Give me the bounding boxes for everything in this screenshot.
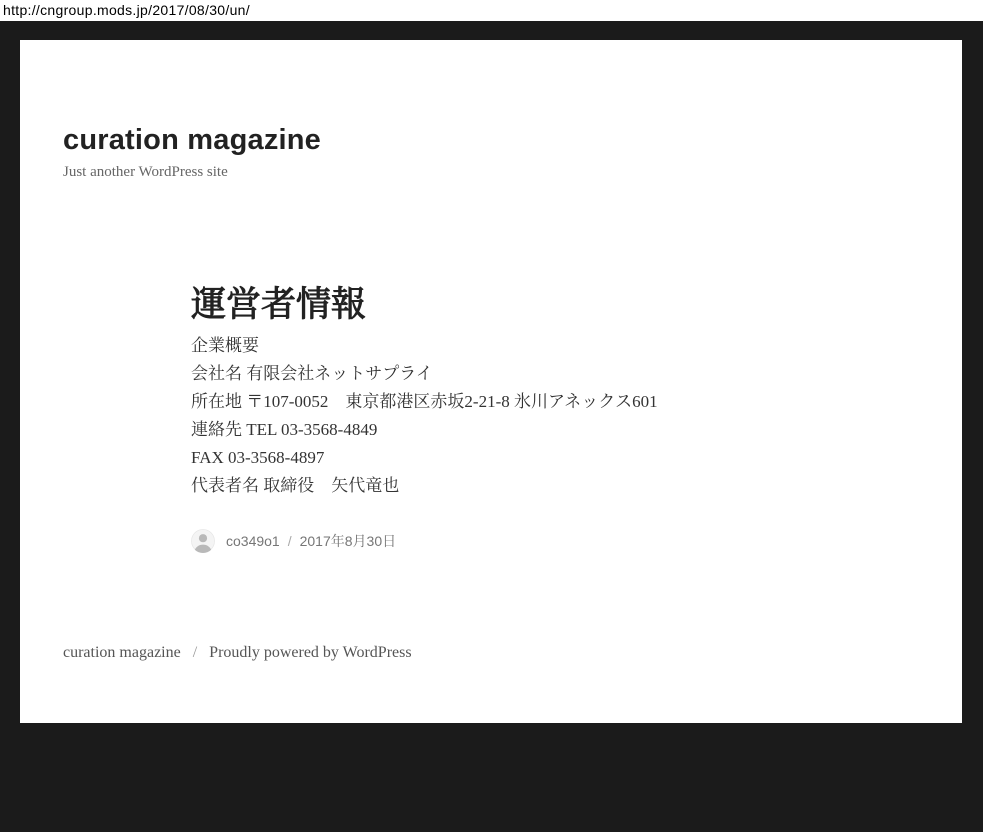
site-footer <box>63 642 412 664</box>
site-title-link[interactable]: curation magazine <box>63 124 322 156</box>
body-line: 連絡先 TEL 03-3568-4849 <box>191 420 378 439</box>
post-date-link[interactable]: 2017年8月30日 <box>299 533 397 549</box>
body-line: 会社名 有限会社ネットサプライ <box>191 364 433 383</box>
meta-separator: / <box>287 533 292 549</box>
body-line: 所在地 〒107-0052 東京都港区赤坂2-21-8 氷川アネックス601 <box>191 392 658 411</box>
site-tagline: Just another WordPress site <box>63 164 228 180</box>
body-line: FAX 03-3568-4897 <box>191 448 325 467</box>
body-line: 企業概要 <box>191 336 259 355</box>
entry-meta <box>191 529 396 553</box>
entry-body <box>191 332 831 500</box>
url-text[interactable]: http://cngroup.mods.jp/2017/08/30/un/ <box>3 2 250 18</box>
footer-site-link[interactable]: curation magazine <box>63 644 181 661</box>
page-title: 運営者情報 <box>191 285 367 325</box>
avatar-icon <box>191 529 215 553</box>
author-link[interactable]: co349o1 <box>226 533 280 549</box>
powered-by-link[interactable]: Proudly powered by WordPress <box>209 644 412 661</box>
address-bar[interactable] <box>0 0 983 21</box>
body-line: 代表者名 取締役 矢代竜也 <box>191 476 400 495</box>
footer-separator: / <box>192 644 198 661</box>
content-card <box>20 40 962 723</box>
